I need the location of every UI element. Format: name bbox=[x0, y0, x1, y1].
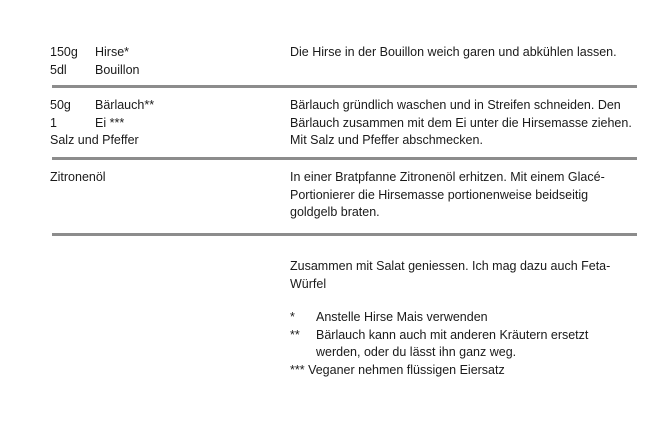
step-text-2: Bärlauch gründlich waschen und in Streifen schneiden. Den Bärlauch zusammen mit dem Ei unter die Hirsemasse ziehen. Mit Salz und Pfeffer abschmecken. bbox=[290, 98, 632, 147]
footnote-1 bbox=[290, 309, 635, 327]
ingredient-name: Bärlauch** bbox=[95, 98, 155, 112]
ingredient-line: Zitronenöl bbox=[50, 170, 106, 184]
ingredients-section-2 bbox=[50, 97, 154, 150]
footnote-text: Bärlauch kann auch mit anderen Kräutern ersetzt bbox=[316, 327, 589, 342]
ingredients-section-3 bbox=[50, 169, 106, 187]
footnote-text: Veganer nehmen flüssigen Eiersatz bbox=[308, 362, 505, 377]
ingredient-line bbox=[50, 44, 139, 62]
ingredient-quantity: 150g bbox=[50, 45, 78, 59]
footnote-mark: *** bbox=[290, 362, 305, 377]
ingredient-name: Ei *** bbox=[95, 115, 125, 130]
notes-block bbox=[290, 258, 635, 379]
serving-text: Zusammen mit Salat geniessen. Ich mag dazu auch Feta-Würfel bbox=[290, 259, 611, 291]
divider-2 bbox=[52, 157, 637, 160]
ingredient-line bbox=[50, 97, 154, 115]
ingredient-quantity: 5dl bbox=[50, 62, 67, 77]
footnote-text: Anstelle Hirse Mais verwenden bbox=[316, 310, 488, 324]
footnote-mark: ** bbox=[290, 327, 300, 342]
ingredient-quantity: 50g bbox=[50, 98, 71, 112]
ingredient-name: Bouillon bbox=[95, 62, 140, 77]
footnote-2 bbox=[290, 327, 635, 345]
ingredient-quantity: 1 bbox=[50, 115, 57, 130]
ingredient-line: Salz und Pfeffer bbox=[50, 133, 139, 147]
step-text-1: Die Hirse in der Bouillon weich garen und abkühlen lassen. bbox=[290, 45, 617, 59]
divider-1 bbox=[52, 85, 637, 88]
footnote-2-continued bbox=[290, 344, 635, 362]
step-text-3: In einer Bratpfanne Zitronenöl erhitzen. Mit einem Glacé-Portionierer die Hirsemasse portionenweise beidseitig goldgelb braten. bbox=[290, 170, 605, 219]
footnote-mark: * bbox=[290, 310, 295, 324]
ingredients-section-1 bbox=[50, 44, 139, 79]
ingredient-line bbox=[50, 62, 139, 80]
footnote-3 bbox=[290, 362, 635, 380]
ingredient-line bbox=[50, 115, 154, 133]
divider-3 bbox=[52, 233, 637, 236]
ingredient-name: Hirse* bbox=[95, 45, 130, 59]
footnote-text-continued: werden, oder du lässt ihn ganz weg. bbox=[316, 345, 517, 359]
